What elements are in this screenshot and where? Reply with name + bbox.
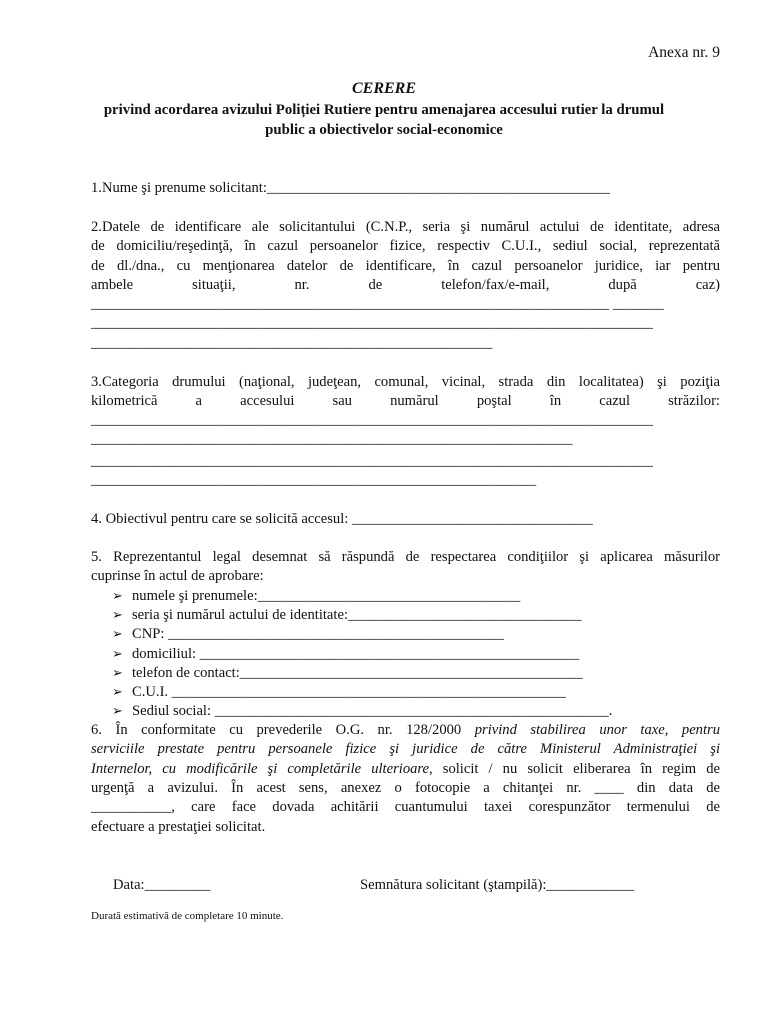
section-3-blank-3[interactable]: _____________________________________________________________________________ xyxy=(91,453,653,469)
section-2-blank-1[interactable]: _______________________________________________________________________ _______ xyxy=(91,296,664,312)
arrow-bullet-icon: ➢ xyxy=(112,666,123,681)
section-2-line-3: de dl./dna., cu menţionarea datelor de identificare, în cazul persoanelor juridice, iar pentru xyxy=(91,258,720,274)
bullet-text: seria şi numărul actului de identitate:________________________________ xyxy=(132,607,582,623)
form-subtitle-line-1: privind acordarea avizului Poliției Rutiere pentru amenajarea accesului rutier la drumul xyxy=(103,102,665,118)
arrow-bullet-icon: ➢ xyxy=(112,608,123,623)
section-2-blank-2[interactable]: _____________________________________________________________________________ xyxy=(91,315,653,331)
date-field[interactable]: Data:_________ xyxy=(113,877,211,893)
section-6-line-1: 6. În conformitate cu prevederile O.G. nr. 128/2000 privind stabilirea unor taxe, pentru xyxy=(91,722,720,738)
section-3-blank-1[interactable]: _____________________________________________________________________________ xyxy=(91,412,653,428)
arrow-bullet-icon: ➢ xyxy=(112,647,123,662)
footnote: Durată estimativă de completare 10 minute. xyxy=(91,910,284,922)
section-3-blank-2[interactable]: __________________________________________________________________ xyxy=(91,431,573,447)
arrow-bullet-icon: ➢ xyxy=(112,704,123,719)
section-3-blank-4[interactable]: _____________________________________________________________ xyxy=(91,472,537,488)
bullet-item-phone[interactable] xyxy=(112,664,583,683)
section-6-line-5: ___________, care face dovada achitării cuantumului taxei corespunzător termenului de xyxy=(91,799,720,815)
arrow-bullet-icon: ➢ xyxy=(112,685,123,700)
section-6-line-2: serviciile prestate pentru persoanele fizice şi juridice de către Ministerul Administraţiei şi xyxy=(91,741,720,757)
section-2-line-1: 2.Datele de identificare ale solicitantului (C.N.P., seria şi numărul actului de identitate, adresa xyxy=(91,219,720,235)
bullet-item-id-document[interactable] xyxy=(112,606,582,625)
section-2-line-4: ambele situaţii, nr. de telefon/fax/e-mail, după caz) xyxy=(91,277,720,293)
bullet-text: numele şi prenumele:____________________________________ xyxy=(132,588,521,604)
bullet-text: C.U.I. ______________________________________________________ xyxy=(132,684,566,700)
form-title: CERERE xyxy=(351,80,417,97)
bullet-item-cui[interactable] xyxy=(112,683,566,702)
annex-number: Anexa nr. 9 xyxy=(648,44,720,61)
section-5-line-1: 5. Reprezentantul legal desemnat să răspundă de respectarea condiţiilor şi aplicarea măsurilor xyxy=(91,549,720,565)
section-3-line-2: kilometrică a accesului sau numărul poştal în cazul străzilor: xyxy=(91,393,720,409)
section-5-line-2: cuprinse în actul de aprobare: xyxy=(91,568,264,584)
bullet-text: CNP: ______________________________________________ xyxy=(132,626,504,642)
section-1-name-field[interactable]: 1.Nume şi prenume solicitant:_______________________________________________ xyxy=(91,180,610,196)
section-2-blank-3[interactable]: _______________________________________________________ xyxy=(91,335,493,351)
section-6-line-3: Internelor, cu modificările şi completările ulterioare, solicit / nu solicit eliberarea în regim de xyxy=(91,761,720,777)
section-6-line-6: efectuare a prestaţiei solicitat. xyxy=(91,819,266,835)
bullet-item-domicile[interactable] xyxy=(112,645,579,664)
section-4-objective-field[interactable]: 4. Obiectivul pentru care se solicită accesul: _________________________________ xyxy=(91,511,593,527)
bullet-text: domiciliul: ____________________________________________________ xyxy=(132,646,580,662)
signature-field[interactable]: Semnătura solicitant (ştampilă):____________ xyxy=(360,877,634,893)
section-2-line-2: de domiciliu/reşedinţă, în cazul persoanelor fizice, respectiv C.U.I., sediul social, reprezentată xyxy=(91,238,720,254)
section-6-line-4: urgenţă a avizului. În acest sens, anexez o fotocopie a chitanţei nr. ____ din data de xyxy=(91,780,720,796)
bullet-item-cnp[interactable] xyxy=(112,625,504,644)
arrow-bullet-icon: ➢ xyxy=(112,627,123,642)
bullet-item-name[interactable] xyxy=(112,587,520,606)
arrow-bullet-icon: ➢ xyxy=(112,589,123,604)
bullet-text: Sediul social: ______________________________________________________. xyxy=(132,703,613,719)
bullet-item-registered-office[interactable] xyxy=(112,702,612,721)
section-3-line-1: 3.Categoria drumului (naţional, judeţean, comunal, vicinal, strada din localitatea) şi poziţia xyxy=(91,374,720,390)
form-subtitle-line-2: public a obiectivelor social-economice xyxy=(265,122,503,138)
bullet-text: telefon de contact:_______________________________________________ xyxy=(132,665,583,681)
